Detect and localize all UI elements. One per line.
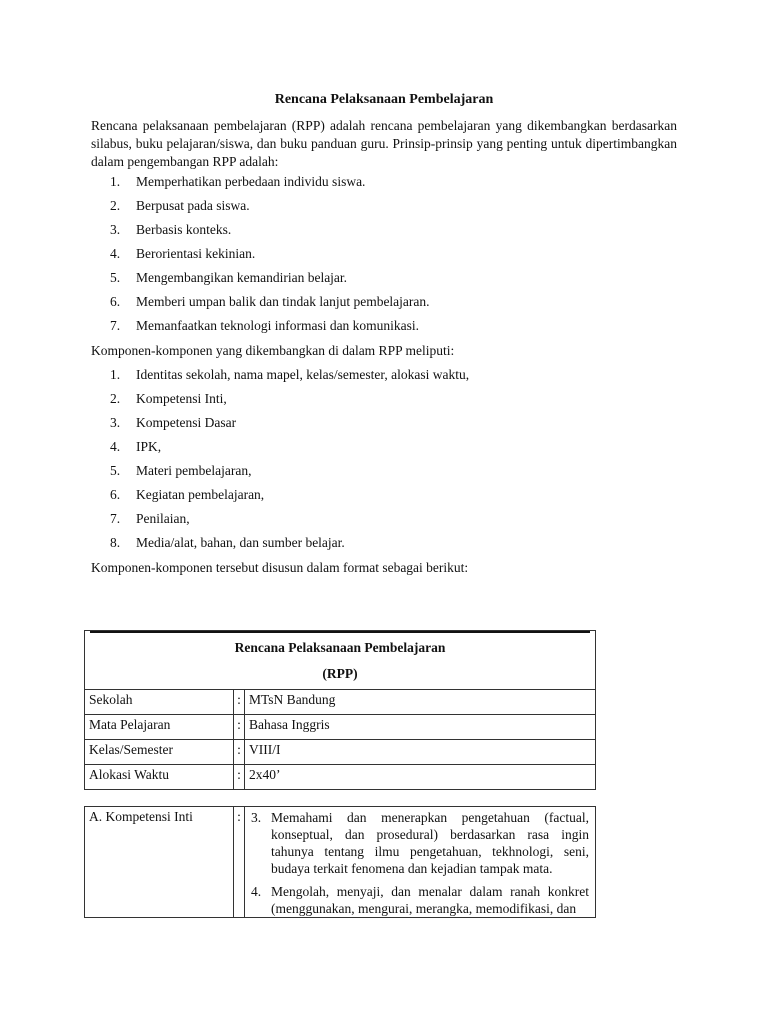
table-row	[85, 631, 596, 690]
table-cell-separator: :	[234, 740, 245, 765]
list-text: Kompetensi Inti,	[136, 391, 227, 406]
list-number: 6.	[110, 294, 121, 309]
table-cell-label: Kelas/Semester	[85, 740, 234, 765]
list-item	[110, 270, 430, 294]
list-text: Memperhatikan perbedaan individu siswa.	[136, 174, 366, 189]
format-intro: Komponen-komponen tersebut disusun dalam format sebagai berikut:	[91, 560, 469, 575]
list-text: Media/alat, bahan, dan sumber belajar.	[136, 535, 345, 550]
list-text: Memanfaatkan teknologi informasi dan komunikasi.	[136, 318, 420, 333]
list-text: Kegiatan pembelajaran,	[136, 487, 265, 502]
list-number: 7.	[110, 511, 121, 526]
ki-item-number: 3.	[251, 810, 262, 825]
list-number: 4.	[110, 246, 121, 261]
list-number: 3.	[110, 415, 121, 430]
list-text: Penilaian,	[136, 511, 190, 526]
list-item	[110, 415, 469, 439]
list-item	[110, 391, 469, 415]
table-row	[85, 807, 596, 918]
list-item	[110, 318, 430, 342]
document-title: Rencana Pelaksanaan Pembelajaran	[274, 92, 494, 107]
list-number: 1.	[110, 174, 121, 189]
principles-list	[110, 174, 430, 342]
ki-item	[251, 809, 589, 877]
list-item	[110, 367, 469, 391]
list-item	[110, 198, 430, 222]
list-number: 6.	[110, 487, 121, 502]
list-number: 8.	[110, 535, 121, 550]
list-number: 4.	[110, 439, 121, 454]
list-item	[110, 487, 469, 511]
ki-item-text: Memahami dan menerapkan pengetahuan (factual, konseptual, dan prosedural) berdasarkan rasa ingin tahunya tentang ilmu pengetahuan, tekhnologi, seni, budaya terkait fenomena dan kejadian tampak mata.	[271, 810, 589, 876]
list-item	[110, 511, 469, 535]
intro-paragraph: Rencana pelaksanaan pembelajaran (RPP) adalah rencana pembelajaran yang dikembangkan berdasarkan silabus, buku pelajaran/siswa, dan buku panduan guru. Prinsip-prinsip yang penting untuk dipertimbangkan dalam pengembangan RPP adalah:	[91, 118, 677, 169]
table-cell-value: 2x40’	[245, 765, 596, 790]
table-row	[85, 740, 596, 765]
ki-item-text: Mengolah, menyaji, dan menalar dalam ranah konkret (menggunakan, mengurai, merangka, memodifikasi, dan	[271, 884, 589, 916]
list-number: 3.	[110, 222, 121, 237]
rpp-table-subtitle: (RPP)	[322, 666, 358, 681]
ki-content-cell	[245, 807, 596, 918]
list-number: 2.	[110, 198, 121, 213]
table-cell-value: Bahasa Inggris	[245, 715, 596, 740]
ki-label-cell: A. Kompetensi Inti	[85, 807, 234, 918]
list-number: 5.	[110, 270, 121, 285]
table-cell-separator: :	[234, 715, 245, 740]
rpp-identity-table	[84, 630, 596, 790]
ki-item-number: 4.	[251, 884, 262, 899]
rpp-table-heading	[85, 631, 596, 690]
table-cell-separator: :	[234, 690, 245, 715]
list-text: Kompetensi Dasar	[136, 415, 237, 430]
table-cell-label: Alokasi Waktu	[85, 765, 234, 790]
list-item	[110, 174, 430, 198]
table-top-rule	[90, 631, 590, 633]
list-item	[110, 439, 469, 463]
list-text: Berorientasi kekinian.	[136, 246, 256, 261]
list-text: Mengembangikan kemandirian belajar.	[136, 270, 348, 285]
list-text: Materi pembelajaran,	[136, 463, 252, 478]
list-number: 7.	[110, 318, 121, 333]
table-cell-value: MTsN Bandung	[245, 690, 596, 715]
list-item	[110, 535, 469, 559]
list-text: Berbasis konteks.	[136, 222, 232, 237]
list-number: 5.	[110, 463, 121, 478]
list-text: Berpusat pada siswa.	[136, 198, 250, 213]
components-list	[110, 367, 469, 559]
list-item	[110, 222, 430, 246]
list-text: IPK,	[136, 439, 162, 454]
list-item	[110, 294, 430, 318]
table-row	[85, 690, 596, 715]
table-row	[85, 765, 596, 790]
list-item	[110, 463, 469, 487]
list-text: Memberi umpan balik dan tindak lanjut pembelajaran.	[136, 294, 430, 309]
ki-item	[251, 883, 589, 917]
components-intro: Komponen-komponen yang dikembangkan di dalam RPP meliputi:	[91, 343, 455, 358]
table-cell-label: Mata Pelajaran	[85, 715, 234, 740]
table-cell-label: Sekolah	[85, 690, 234, 715]
list-text: Identitas sekolah, nama mapel, kelas/semester, alokasi waktu,	[136, 367, 470, 382]
table-cell-separator: :	[234, 765, 245, 790]
list-number: 1.	[110, 367, 121, 382]
list-number: 2.	[110, 391, 121, 406]
table-cell-separator: :	[234, 807, 245, 918]
list-item	[110, 246, 430, 270]
rpp-table-title: Rencana Pelaksanaan Pembelajaran	[234, 640, 446, 655]
kompetensi-inti-table	[84, 806, 596, 918]
table-cell-value: VIII/I	[245, 740, 596, 765]
table-row	[85, 715, 596, 740]
